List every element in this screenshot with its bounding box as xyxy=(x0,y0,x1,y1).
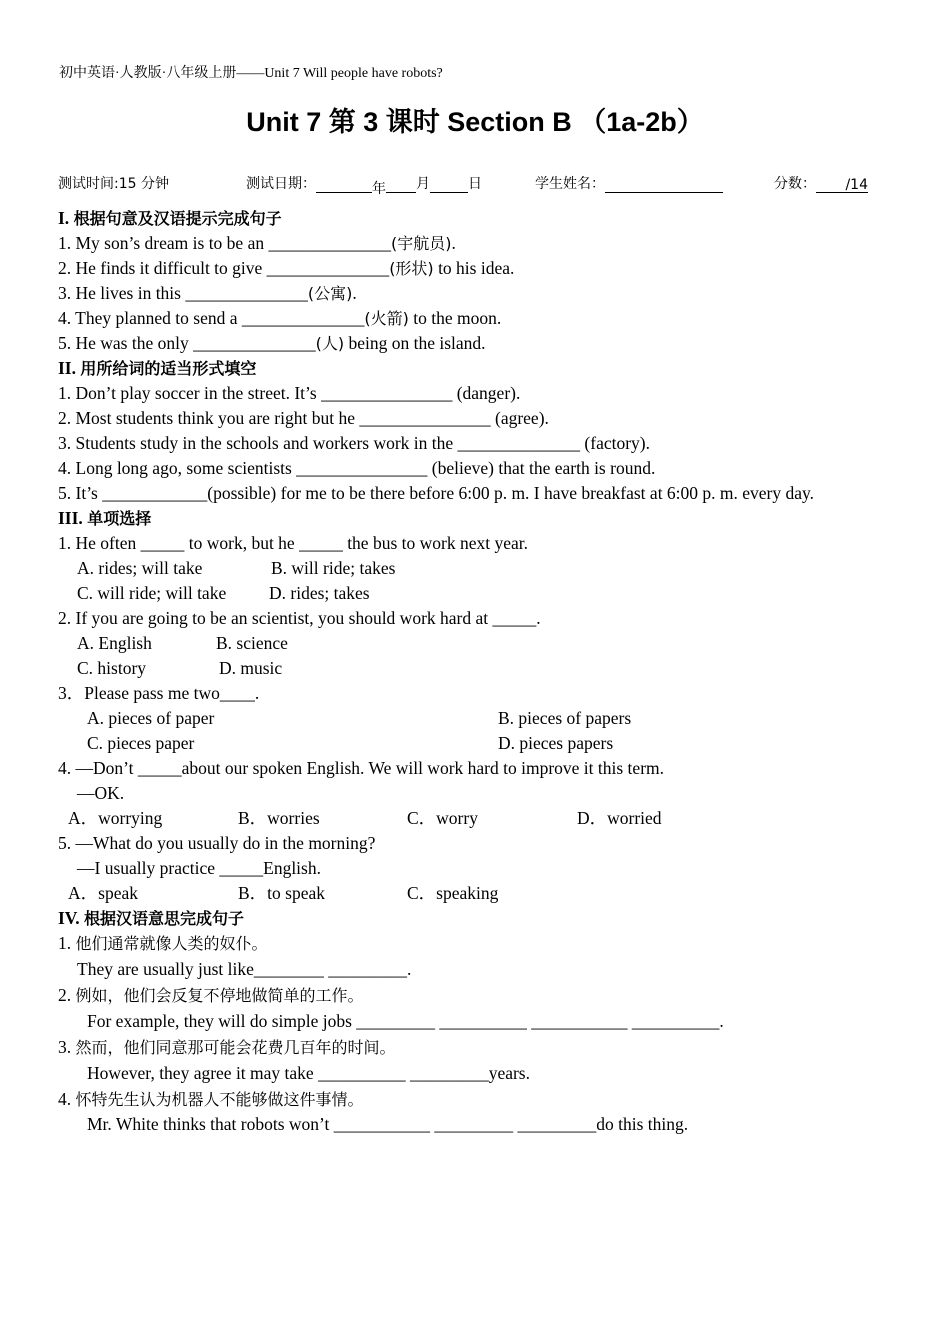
s1-item-4-text: 4. They planned to send a ______________ xyxy=(58,308,365,328)
year-blank[interactable] xyxy=(316,177,372,193)
s2-item-4: 4. Long long ago, some scientists _______________ (believe) that the earth is round. xyxy=(58,458,656,478)
s1-item-4-end: to the moon. xyxy=(408,308,502,328)
q2-option-a[interactable]: A. English xyxy=(77,633,152,653)
score-total: /14 xyxy=(845,177,868,193)
q1-stem: 1. He often _____ to work, but he _____ the bus to work next year. xyxy=(58,533,528,553)
s1-item-3 xyxy=(58,281,928,306)
student-name-label: 学生姓名： xyxy=(535,176,605,192)
score xyxy=(774,173,868,193)
score-blank[interactable] xyxy=(816,177,868,193)
q4-option-c[interactable]: C．worry xyxy=(407,808,478,828)
worksheet-content xyxy=(58,206,928,1137)
q4-option-a[interactable]: A．worrying xyxy=(68,808,163,828)
day-blank[interactable] xyxy=(430,177,468,193)
q3-option-d[interactable]: D. pieces papers xyxy=(498,733,614,753)
q5-option-b[interactable]: B．to speak xyxy=(238,883,326,903)
q4-stem-reply: —OK. xyxy=(77,783,125,803)
section-4-number: IV. xyxy=(58,908,80,928)
section-1-number: I. xyxy=(58,208,70,228)
s4-item-4-english: Mr. White thinks that robots won’t ___________ _________ _________do this thing. xyxy=(87,1114,689,1134)
q3-options-row-2 xyxy=(58,731,928,756)
s1-item-5-text: 5. He was the only ______________ xyxy=(58,333,316,353)
test-date-label: 测试日期： xyxy=(246,176,316,192)
section-1-title: 根据句意及汉语提示完成句子 xyxy=(73,209,282,228)
test-time: 测试时间:15 分钟 xyxy=(58,176,169,192)
s4-item-3-chinese: 然而，他们同意那可能会花费几百年的时间。 xyxy=(75,1038,396,1057)
q2-stem: 2. If you are going to be an scientist, you should work hard at _____. xyxy=(58,608,541,628)
q1-options-row-1 xyxy=(58,556,928,581)
q4-option-d[interactable]: D．worried xyxy=(577,808,662,828)
s1-item-1-hint: (宇航员) xyxy=(390,234,452,253)
s1-item-2-end: to his idea. xyxy=(433,258,515,278)
q4-options xyxy=(58,806,928,831)
day-label: 日 xyxy=(468,176,482,192)
s1-item-5 xyxy=(58,331,928,356)
month-label: 月 xyxy=(416,176,430,192)
q3-option-c[interactable]: C. pieces paper xyxy=(87,733,195,753)
s1-item-2-hint: (形状) xyxy=(389,259,434,278)
q5-options xyxy=(58,881,928,906)
s1-item-1 xyxy=(58,231,928,256)
year-label: 年 xyxy=(372,181,386,197)
q2-options-row-1 xyxy=(58,631,928,656)
s4-item-2-english: For example, they will do simple jobs _________ __________ ___________ __________. xyxy=(87,1011,724,1031)
s4-item-4-prompt xyxy=(58,1087,928,1112)
q2-option-b[interactable]: B. science xyxy=(216,633,288,653)
month-blank[interactable] xyxy=(386,177,416,193)
page-header: 初中英语·人教版·八年级上册——Unit 7 Will people have robots? xyxy=(59,66,443,81)
s4-item-4-number: 4. xyxy=(58,1089,72,1109)
q5-stem: 5. —What do you usually do in the morning? xyxy=(58,833,376,853)
s1-item-5-hint: (人) xyxy=(315,334,345,353)
student-name xyxy=(535,173,723,193)
q1-option-c[interactable]: C. will ride; will take xyxy=(77,583,227,603)
section-3-number: III. xyxy=(58,508,83,528)
section-3-heading xyxy=(58,506,928,531)
score-label: 分数： xyxy=(774,176,816,192)
q1-option-d[interactable]: D. rides; takes xyxy=(269,583,370,603)
q5-option-a[interactable]: A．speak xyxy=(68,883,138,903)
s2-item-2: 2. Most students think you are right but he _______________ (agree). xyxy=(58,408,549,428)
q3-option-b[interactable]: B. pieces of papers xyxy=(498,708,632,728)
s1-item-1-text: 1. My son’s dream is to be an ______________ xyxy=(58,233,391,253)
s1-item-5-end: being on the island. xyxy=(344,333,486,353)
s1-item-3-text: 3. He lives in this ______________ xyxy=(58,283,308,303)
s4-item-3-prompt xyxy=(58,1035,928,1060)
s1-item-2-text: 2. He finds it difficult to give ______________ xyxy=(58,258,390,278)
q1-options-row-2 xyxy=(58,581,928,606)
s2-item-5: 5. It’s ____________(possible) for me to be there before 6:00 p. m. I have breakfast at 6:00 p. m. every day. xyxy=(58,483,815,503)
s4-item-2-chinese: 例如，他们会反复不停地做简单的工作。 xyxy=(75,986,364,1005)
s1-item-3-end: . xyxy=(352,283,357,303)
section-2-number: II. xyxy=(58,358,76,378)
s1-item-1-end: . xyxy=(451,233,456,253)
s4-item-1-number: 1. xyxy=(58,933,72,953)
page-title: Unit 7 第 3 课时 Section B （1a-2b） xyxy=(246,107,704,137)
q2-option-d[interactable]: D. music xyxy=(219,658,283,678)
s4-item-2-number: 2. xyxy=(58,985,72,1005)
s2-item-1: 1. Don’t play soccer in the street. It’s _______________ (danger). xyxy=(58,383,521,403)
section-2-heading xyxy=(58,356,928,381)
q2-options-row-2 xyxy=(58,656,928,681)
s4-item-3-number: 3. xyxy=(58,1037,72,1057)
s1-item-2 xyxy=(58,256,928,281)
s4-item-1-english: They are usually just like________ _________. xyxy=(77,959,412,979)
section-4-heading xyxy=(58,906,928,931)
s4-item-2-prompt xyxy=(58,983,928,1008)
s1-item-3-hint: (公寓) xyxy=(307,284,353,303)
q1-option-b[interactable]: B. will ride; takes xyxy=(271,558,396,578)
section-2-title: 用所给词的适当形式填空 xyxy=(80,359,257,378)
s4-item-3-english: However, they agree it may take __________ _________years. xyxy=(87,1063,530,1083)
s4-item-1-chinese: 他们通常就像人类的奴仆。 xyxy=(75,934,268,953)
q3-option-a[interactable]: A. pieces of paper xyxy=(87,708,215,728)
q4-stem: 4. —Don’t _____about our spoken English. We will work hard to improve it this term. xyxy=(58,758,665,778)
q3-options-row-1 xyxy=(58,706,928,731)
q5-stem-reply: —I usually practice _____English. xyxy=(77,858,321,878)
section-4-title: 根据汉语意思完成句子 xyxy=(83,909,244,928)
s4-item-4-chinese: 怀特先生认为机器人不能够做这件事情。 xyxy=(75,1090,364,1109)
q1-option-a[interactable]: A. rides; will take xyxy=(77,558,203,578)
section-3-title: 单项选择 xyxy=(87,509,152,528)
q5-option-c[interactable]: C．speaking xyxy=(407,883,499,903)
q2-option-c[interactable]: C. history xyxy=(77,658,147,678)
q3-stem: 3．Please pass me two____. xyxy=(58,683,260,703)
q4-option-b[interactable]: B．worries xyxy=(238,808,320,828)
s4-item-1-prompt xyxy=(58,931,928,956)
student-name-blank[interactable] xyxy=(605,177,723,193)
test-date xyxy=(246,173,482,197)
s1-item-4 xyxy=(58,306,928,331)
s2-item-3: 3. Students study in the schools and workers work in the ______________ (factory). xyxy=(58,433,651,453)
section-1-heading xyxy=(58,206,928,231)
s1-item-4-hint: (火箭) xyxy=(364,309,409,328)
